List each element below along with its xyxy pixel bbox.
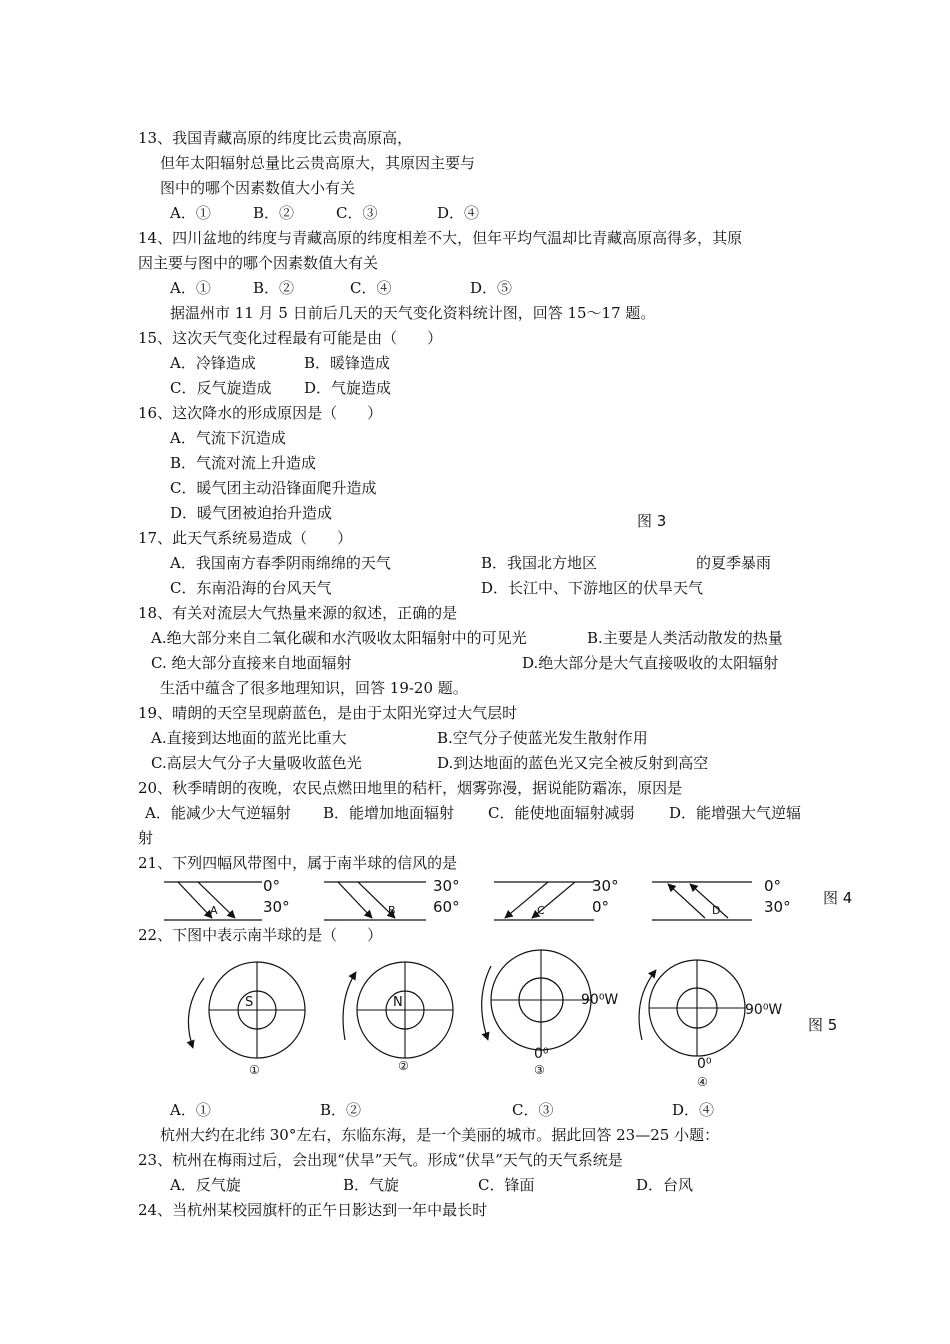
q23-option-a: A．反气旋 bbox=[170, 1176, 241, 1194]
q13-stem-line1: 13、我国青藏高原的纬度比云贵高原高， bbox=[138, 129, 413, 147]
figure-3-label: 图 3 bbox=[637, 512, 667, 530]
figure-4-label: 图 4 bbox=[823, 889, 853, 907]
wind-belt-c-bottom-latitude: 0° bbox=[592, 898, 610, 916]
q15-option-c: C．反气旋造成 bbox=[170, 379, 272, 397]
q19-option-c: C.高层大气分子大量吸收蓝色光 bbox=[151, 754, 362, 772]
polar-diagram-1 bbox=[188, 962, 305, 1077]
q15-option-d: D．气旋造成 bbox=[304, 379, 392, 397]
q16-option-b: B．气流对流上升造成 bbox=[170, 454, 317, 472]
q23-option-d: D．台风 bbox=[636, 1176, 694, 1194]
q22-option-b: B．② bbox=[320, 1101, 362, 1119]
q17-option-a: A．我国南方春季阴雨绵绵的天气 bbox=[170, 554, 391, 572]
polar-diagram-4-number: ④ bbox=[697, 1075, 708, 1089]
q13-stem-line2: 但年太阳辐射总量比云贵高原大，其原因主要与 bbox=[160, 154, 476, 172]
q17-option-d: D．长江中、下游地区的伏旱天气 bbox=[481, 579, 704, 597]
q18-stem: 18、有关对流层大气热量来源的叙述，正确的是 bbox=[138, 604, 458, 622]
q22-option-a: A．① bbox=[170, 1101, 211, 1119]
polar-diagram-2-number: ② bbox=[398, 1059, 409, 1073]
q20-option-b: B．能增加地面辐射 bbox=[323, 804, 455, 822]
wind-belt-c-top-latitude: 30° bbox=[592, 877, 619, 895]
q23-option-c: C．锋面 bbox=[478, 1176, 535, 1194]
q17-option-c: C．东南沿海的台风天气 bbox=[170, 579, 332, 597]
polar-diagram-3-number: ③ bbox=[534, 1063, 545, 1077]
wind-belt-panel-a bbox=[164, 877, 290, 920]
q16-option-c: C．暖气团主动沿锋面爬升造成 bbox=[170, 479, 377, 497]
q20-option-d-wrap: 射 bbox=[138, 829, 154, 847]
q14-stem-line1: 14、四川盆地的纬度与青藏高原的纬度相差不大，但年平均气温却比青藏高原高得多，其原 bbox=[138, 229, 743, 247]
q13-option-d: D．④ bbox=[437, 204, 480, 222]
wind-belt-letter-c: C bbox=[537, 904, 545, 917]
q13-option-a: A．① bbox=[170, 204, 211, 222]
wind-belt-letter-a: A bbox=[210, 904, 218, 917]
q19-option-b: B.空气分子使蓝光发生散射作用 bbox=[437, 729, 648, 747]
wind-belt-panel-b bbox=[324, 877, 460, 920]
q19-option-a: A.直接到达地面的蓝光比重大 bbox=[151, 729, 347, 747]
q19-option-d: D.到达地面的蓝色光又完全被反射到高空 bbox=[437, 754, 709, 772]
polar-diagram-2 bbox=[343, 962, 453, 1073]
q14-option-d: D．⑤ bbox=[470, 279, 513, 297]
q16-stem: 16、这次降水的形成原因是（ ） bbox=[138, 404, 383, 422]
polar-diagram-3 bbox=[482, 950, 619, 1077]
q20-option-c: C．能使地面辐射减弱 bbox=[488, 804, 635, 822]
polar-diagram-3-meridian: 90⁰W bbox=[581, 992, 619, 1008]
q20-option-d: D．能增强大气逆辐 bbox=[669, 804, 802, 822]
q14-option-a: A．① bbox=[170, 279, 211, 297]
wind-belt-b-bottom-latitude: 60° bbox=[433, 898, 460, 916]
polar-diagram-4 bbox=[639, 960, 782, 1089]
q19-stem: 19、晴朗的天空呈现蔚蓝色，是由于太阳光穿过大气层时 bbox=[138, 704, 518, 722]
q20-option-a: A．能减少大气逆辐射 bbox=[145, 804, 291, 822]
wind-belt-a-bottom-latitude: 30° bbox=[263, 898, 290, 916]
intro-19-20: 生活中蕴含了很多地理知识，回答 19-20 题。 bbox=[160, 679, 468, 697]
polar-diagram-3-equator: 0⁰ bbox=[534, 1046, 549, 1062]
q15-option-a: A．冷锋造成 bbox=[170, 354, 256, 372]
q17-stem: 17、此天气系统易造成（ ） bbox=[138, 529, 353, 547]
q14-option-b: B．② bbox=[253, 279, 295, 297]
q16-option-a: A．气流下沉造成 bbox=[170, 429, 286, 447]
wind-belt-letter-b: B bbox=[388, 904, 396, 917]
wind-belt-b-top-latitude: 30° bbox=[433, 877, 460, 895]
q23-option-b: B．气旋 bbox=[343, 1176, 400, 1194]
q15-stem: 15、这次天气变化过程最有可能是由（ ） bbox=[138, 329, 443, 347]
q16-option-d: D．暖气团被迫抬升造成 bbox=[170, 504, 333, 522]
q18-option-b: B.主要是人类活动散发的热量 bbox=[587, 629, 783, 647]
wind-belt-panel-c bbox=[494, 877, 619, 920]
polar-diagram-1-number: ① bbox=[249, 1063, 260, 1077]
polar-diagram-4-meridian: 90⁰W bbox=[745, 1002, 783, 1018]
polar-diagram-2-center: N bbox=[393, 995, 403, 1010]
q17-option-b: B．我国北方地区 bbox=[481, 554, 598, 572]
q13-option-b: B．② bbox=[253, 204, 295, 222]
intro-23-25: 杭州大约在北纬 30°左右，东临东海，是一个美丽的城市。据此回答 23—25 小题： bbox=[160, 1126, 720, 1144]
polar-diagram-4-equator: 0⁰ bbox=[697, 1056, 712, 1072]
q22-option-d: D．④ bbox=[672, 1101, 715, 1119]
wind-belt-panel-d bbox=[652, 877, 791, 920]
q23-stem: 23、杭州在梅雨过后，会出现“伏旱”天气。形成“伏旱”天气的天气系统是 bbox=[138, 1151, 623, 1169]
figure-5-label: 图 5 bbox=[808, 1016, 838, 1034]
q22-stem: 22、下图中表示南半球的是（ ） bbox=[138, 926, 383, 944]
q14-stem-line2: 因主要与图中的哪个因素数值大有关 bbox=[138, 254, 379, 272]
q18-option-c: C. 绝大部分直接来自地面辐射 bbox=[151, 654, 352, 672]
q24-stem: 24、当杭州某校园旗杆的正午日影达到一年中最长时 bbox=[138, 1201, 488, 1219]
q17-option-b-continued: 的夏季暴雨 bbox=[696, 554, 772, 572]
q14-option-c: C．④ bbox=[350, 279, 392, 297]
q15-option-b: B．暖锋造成 bbox=[304, 354, 391, 372]
q21-stem: 21、下列四幅风带图中，属于南半球的信风的是 bbox=[138, 854, 458, 872]
q13-option-c: C．③ bbox=[336, 204, 378, 222]
intro-15-17: 据温州市 11 月 5 日前后几天的天气变化资料统计图，回答 15～17 题。 bbox=[170, 304, 656, 322]
wind-belt-d-top-latitude: 0° bbox=[764, 877, 782, 895]
wind-belt-letter-d: D bbox=[712, 904, 721, 917]
q22-option-c: C．③ bbox=[512, 1101, 554, 1119]
q13-stem-line3: 图中的哪个因素数值大小有关 bbox=[160, 179, 356, 197]
q20-stem: 20、秋季晴朗的夜晚，农民点燃田地里的秸杆，烟雾弥漫，据说能防霜冻，原因是 bbox=[138, 779, 683, 797]
wind-belt-d-bottom-latitude: 30° bbox=[764, 898, 791, 916]
q18-option-d: D.绝大部分是大气直接吸收的太阳辐射 bbox=[522, 654, 779, 672]
wind-belt-a-top-latitude: 0° bbox=[263, 877, 281, 895]
q18-option-a: A.绝大部分来自二氧化碳和水汽吸收太阳辐射中的可见光 bbox=[151, 629, 527, 647]
polar-diagram-1-center: S bbox=[245, 995, 254, 1010]
